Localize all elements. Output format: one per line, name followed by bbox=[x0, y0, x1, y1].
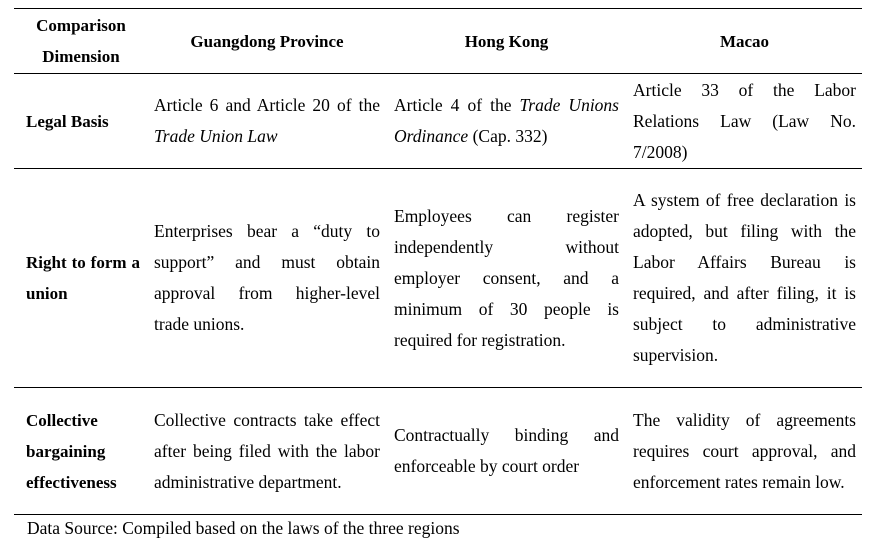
cell-text: (Cap. 332) bbox=[468, 126, 548, 146]
cell-guangdong-right-to-form-union: Enterprises bear a “duty to support” and must obtain approval from higher-level trade unions. bbox=[146, 169, 386, 388]
data-source-caption: Data Source: Compiled based on the laws of the three regions bbox=[27, 518, 460, 538]
table-row-right-to-form-union bbox=[14, 169, 862, 388]
comparison-table bbox=[14, 8, 862, 515]
cell-guangdong-collective-bargaining: Collective contracts take effect after being filed with the labor administrative department. bbox=[146, 388, 386, 515]
law-title-italic: Trade Union Law bbox=[154, 126, 278, 146]
table-row-collective-bargaining bbox=[14, 388, 862, 515]
cell-hongkong-collective-bargaining: Contractually binding and enforceable by court order bbox=[386, 388, 625, 515]
cell-text: Article 4 of the bbox=[394, 95, 520, 115]
header-macao: Macao bbox=[625, 9, 862, 74]
cell-guangdong-legal-basis bbox=[146, 74, 386, 169]
cell-hongkong-legal-basis bbox=[386, 74, 625, 169]
cell-macao-collective-bargaining: The validity of agreements requires court approval, and enforcement rates remain low. bbox=[625, 388, 862, 515]
cell-macao-legal-basis: Article 33 of the Labor Relations Law (Law No. 7/2008) bbox=[625, 74, 862, 169]
table-header-row bbox=[14, 9, 862, 74]
row-label-legal-basis: Legal Basis bbox=[14, 74, 146, 169]
row-label-collective-bargaining: Collective bargaining effectiveness bbox=[14, 388, 146, 515]
header-hong-kong: Hong Kong bbox=[386, 9, 625, 74]
header-comparison-dimension: Comparison Dimension bbox=[14, 9, 146, 74]
cell-text: Article 6 and Article 20 of the bbox=[154, 95, 380, 115]
table-row-legal-basis bbox=[14, 74, 862, 169]
ordinance-title-italic: Trade Unions Ordinance bbox=[394, 95, 619, 146]
cell-macao-right-to-form-union: A system of free declaration is adopted, but filing with the Labor Affairs Bureau is required, and after filing, it is subject to administrative supervision. bbox=[625, 169, 862, 388]
row-label-right-to-form-union: Right to form a union bbox=[14, 169, 146, 388]
cell-hongkong-right-to-form-union: Employees can register independently without employer consent, and a minimum of 30 people is required for registration. bbox=[386, 169, 625, 388]
comparison-table-container bbox=[14, 8, 862, 515]
header-guangdong: Guangdong Province bbox=[146, 9, 386, 74]
